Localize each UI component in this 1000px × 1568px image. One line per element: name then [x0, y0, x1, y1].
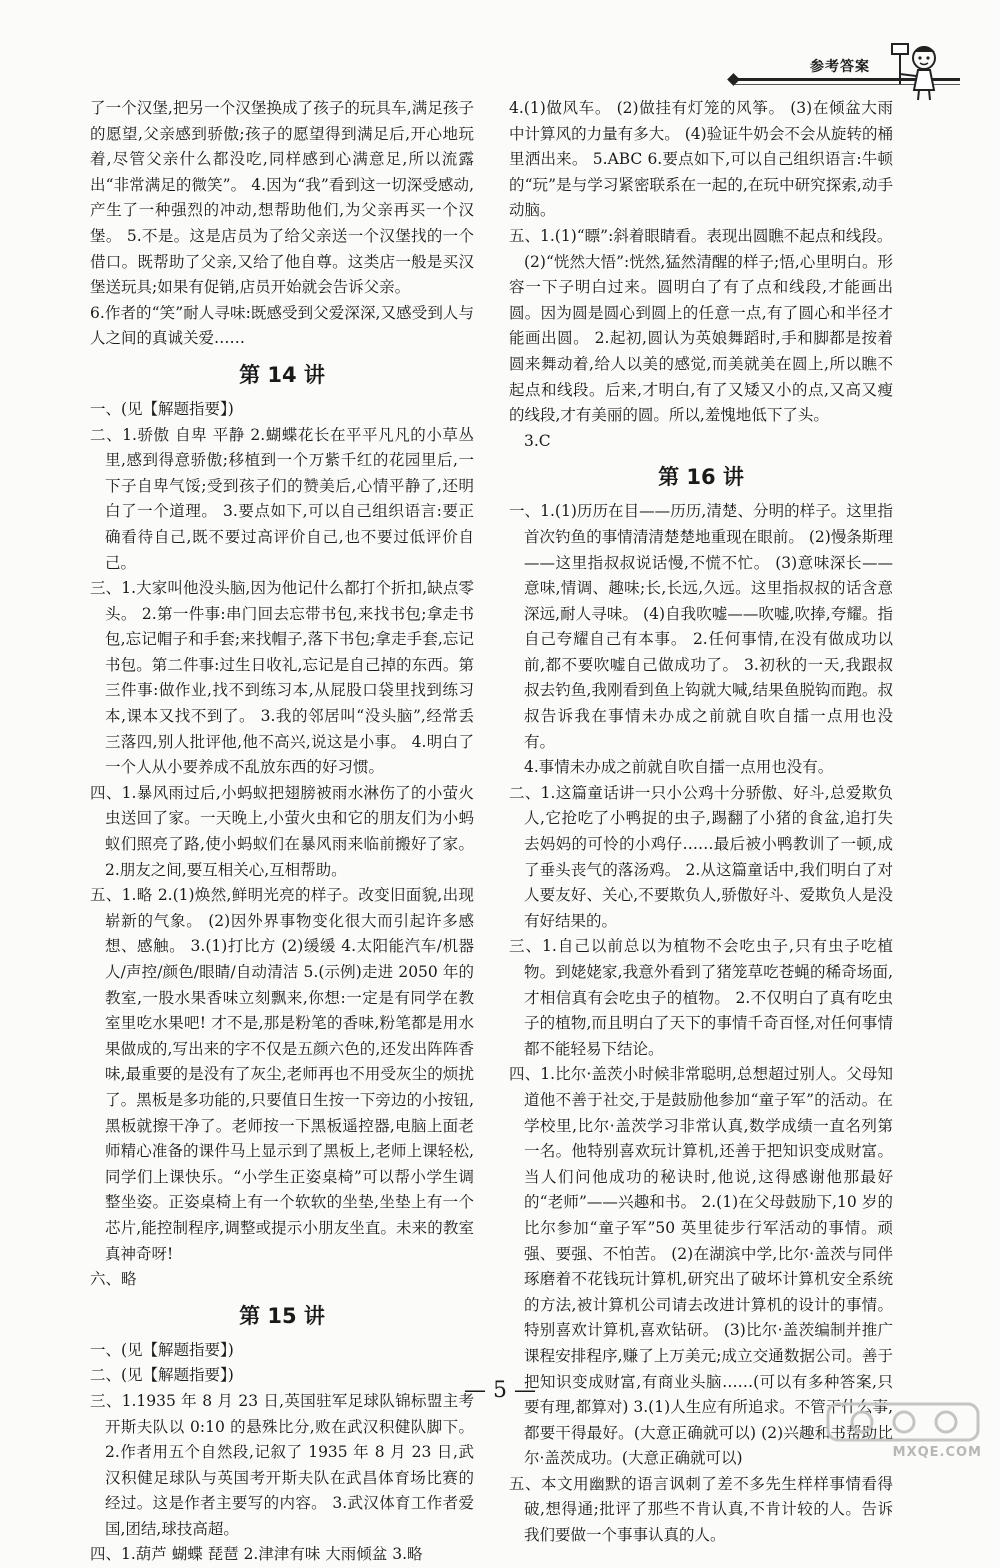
page-number: — 5 — [464, 1378, 536, 1403]
paragraph: 6.作者的“笑”耐人寻味:既感受到父爱深深,又感受到人与人之间的真诚关爱…… [90, 303, 474, 348]
watermark-logo-icon [822, 1400, 986, 1444]
answer-section: 五、本文用幽默的语言讽刺了差不多先生样样事情看得破,想得通;批评了那些不肯认真,不肯计较的人。告诉我们要做一个事事认真的人。 [509, 1474, 893, 1545]
answer-section: 五、1.略 2.(1)焕然,鲜明光亮的样子。改变旧面貌,出现崭新的气象。 (2)因外界事物变化很大而引起许多感想、感触。 3.(1)打比方 (2)缓缓 4.太阳能汽车/机器人/声控/颜色/眼睛/自动清洁 5.(示例)走进 2050 年的教室,一股水果香味立刻飘来,你想:一定是有同学在教室里吃水果吧! 才不是,那是粉笔的香味,粉笔都是用水果做成的,写出来的字不仅是五颜六色的,还发出阵阵香味,最重要的是没有了灰尘,老师再也不用受灰尘的烦扰了。黑板是多功能的,只要值日生按一下旁边的小按钮,黑板就擦干净了。老师按一下黑板遥控器,电脑上面老师精心准备的课件马上显示到了黑板上,老师上课轻松,同学们上课快乐。“小学生正姿桌椅”可以帮小学生调整坐姿。正姿桌椅上有一个软软的坐垫,坐垫上有一个芯片,能控制程序,调整或提示小朋友坐直。未来的教室真神奇呀! [90, 886, 474, 1263]
paragraph: 3.C [524, 431, 551, 450]
header-title: 参考答案 [810, 59, 870, 75]
answer-section: 三、1.自己以前总以为植物不会吃虫子,只有虫子吃植物。到姥姥家,我意外看到了猪笼草吃苍蝇的稀奇场面,才相信真有会吃虫子的植物。 2.不仅明白了真有吃虫子的植物,而且明白了天下的事情千奇百怪,对任何事情都不能轻易下结论。 [509, 937, 893, 1058]
answer-section: 4.事情未办成之前就自吹自擂一点用也没有。 [524, 758, 834, 777]
answer-section: 二、1.骄傲 自卑 平静 2.蝴蝶花长在平平凡凡的小草丛里,感到得意骄傲;移植到一个万紫千红的花园里后,一下子自卑气馁;受到孩子们的赞美后,心情平静了,还明白了一个道理。 3.要点如下,可以自己组织语言:要正确看待自己,既不要过高评价自己,也不要过低评价自己。 [90, 425, 474, 572]
paragraph: (2)“恍然大悟”:恍然,猛然清醒的样子;悟,心里明白。形容一下子明白过来。圆明白了有了点和线段,才能画出圆。因为圆是圆心到圆上的任意一点,有了圆心和半径才能画出圆。 2.起初,圆认为英娘舞蹈时,手和脚都是按着圆来舞动着,给人以美的感觉,而美就美在圆上,所以瞧不起点和线段。后来,才明白,有了又矮又小的点,又高又瘦的线段,才有美丽的圆。所以,羞愧地低下了头。 [509, 252, 893, 425]
answer-section: 四、1.比尔·盖茨小时候非常聪明,总想超过别人。父母知道他不善于社交,于是鼓励他参加“童子军”的活动。在学校里,比尔·盖茨学习非常认真,数学成绩一直名列第一名。他特别喜欢玩计算机,还善于把知识变成财富。当人们问他成功的秘诀时,他说,这得感谢他那最好的“老师”——兴趣和书。 2.(1)在父母鼓励下,10 岁的比尔参加“童子军”50 英里徒步行军活动的事情。顽强、要强、不怕苦。 (2)在湖滨中学,比尔·盖茨与同伴琢磨着不花钱玩计算机,研究出了破坏计算机安全系统的方法,被计算机公司请去改进计算机的设计的事情。特别喜欢计算机,喜欢钻研。 (3)比尔·盖茨编制并推广课程安排程序,赚了上万美元;成立交通数据公司。善于把知识变成财富,有商业头脑……(可以有多种答案,只要有理,都算对) 3.(1)人生应有所追求。不管干什么事,都要干得最好。(大意正确就可以) (2)兴趣和书帮助比尔·盖茨成功。(大意正确就可以) [509, 1065, 893, 1468]
mascot-icon [888, 40, 948, 102]
answer-section: 三、1.大家叫他没头脑,因为他记什么都打个折扣,缺点零头。 2.第一件事:串门回去忘带书包,来找书包;拿走书包,忘记帽子和手套;来找帽子,落下书包;拿走手套,忘记书包。第二件事:过生日收礼,忘记是自己掉的东西。第三件事:做作业,找不到练习本,从屁股口袋里找到练习本,课本又找不到了。 3.我的邻居叫“没头脑”,经常丢三落四,别人批评他,他不高兴,说这是小事。 4.明白了一个人从小要养成不乱放东西的好习惯。 [90, 579, 474, 777]
page-header [730, 40, 960, 102]
left-column [90, 96, 474, 1568]
lecture-14-title: 第 14 讲 [239, 362, 325, 387]
answer-section: 四、1.葫芦 蝴蝶 琵琶 2.津津有味 大雨倾盆 3.略 [90, 1545, 423, 1564]
answer-section: 一、1.(1)历历在目——历历,清楚、分明的样子。这里指首次钓鱼的事情清清楚楚地重现在眼前。 (2)慢条斯理——这里指叔叔说话慢,不慌不忙。 (3)意味深长——意味,情调、趣味;长,长远,久远。这里指叔叔的话含意深远,耐人寻味。 (4)自我吹嘘——吹嘘,吹捧,夸耀。指自己夸耀自己有本事。 2.任何事情,在没有做成功以前,都不要吹嘘自己做成功了。 3.初秋的一天,我跟叔叔去钓鱼,我刚看到鱼上钩就大喊,结果鱼脱钩而跑。叔叔告诉我在事情未办成之前就自吹自擂一点用也没有。 [509, 502, 893, 751]
answer-section: 三、1.1935 年 8 月 23 日,英国驻军足球队锦标盟主考开斯夫队以 0:10 的悬殊比分,败在武汉积健队脚下。 2.作者用五个自然段,记叙了 1935 年 8 月 23 日,武汉积健足球队与英国考开斯夫队在武昌体育场比赛的经过。这是作者主要写的内容。 3.武汉体育工作者爱国,团结,球技高超。 [90, 1391, 474, 1538]
paragraph: 4.(1)做风车。 (2)做挂有灯笼的风筝。 (3)在倾盆大雨中计算风的力量有多大。 (4)验证牛奶会不会从旋转的桶里洒出来。 5.ABC 6.要点如下,可以自己组织语言:牛顿的“玩”是与学习紧密联系在一起的,在玩中研究探索,动手动脑。 [509, 99, 893, 220]
answer-section: 四、1.暴风雨过后,小蚂蚁把翅膀被雨水淋伤了的小萤火虫送回了家。一天晚上,小萤火虫和它的朋友们为小蚂蚁们照亮了路,使小蚂蚁们在暴风雨来临前搬好了家。 2.朋友之间,要互相关心,互相帮助。 [90, 783, 474, 879]
paragraph: 五、1.(1)“瞟”:斜着眼睛看。表现出圆瞧不起点和线段。 [509, 226, 893, 245]
answer-section: 二、(见【解题指要】) [90, 1366, 234, 1385]
watermark [822, 1400, 986, 1462]
answer-section: 一、(见【解题指要】) [90, 1340, 234, 1359]
watermark-text: MXQE.COM [892, 1445, 982, 1460]
lecture-15-title: 第 15 讲 [239, 1303, 325, 1328]
answer-section: 二、1.这篇童话讲一只小公鸡十分骄傲、好斗,总爱欺负人,它抢吃了小鸭捉的虫子,踢翻了小猪的食盆,追打失去妈妈的可怜的小鸡仔……最后被小鸭教训了一顿,成了垂头丧气的落汤鸡。 2.从这篇童话中,我们明白了对人要友好、关心,不要欺负人,骄傲好斗、爱欺负人是没有好结果的。 [509, 783, 893, 930]
right-column [509, 96, 893, 1549]
paragraph: 了一个汉堡,把另一个汉堡换成了孩子的玩具车,满足孩子的愿望,父亲感到骄傲;孩子的愿望得到满足后,开心地玩着,尽管父亲什么都没吃,同样感到心满意足,所以流露出“非常满足的微笑”。 4.因为“我”看到这一切深受感动,产生了一种强烈的冲动,想帮助他们,为父亲再买一个汉堡。 5.不是。这是店员为了给父亲送一个汉堡找的一个借口。既帮助了父亲,又给了他自尊。这类店一般是买汉堡送玩具;如果有促销,店员开始就会告诉父亲。 [90, 99, 474, 297]
answer-section: 一、(见【解题指要】) [90, 399, 234, 418]
lecture-16-title: 第 16 讲 [658, 465, 744, 490]
answer-section: 六、略 [90, 1270, 137, 1289]
